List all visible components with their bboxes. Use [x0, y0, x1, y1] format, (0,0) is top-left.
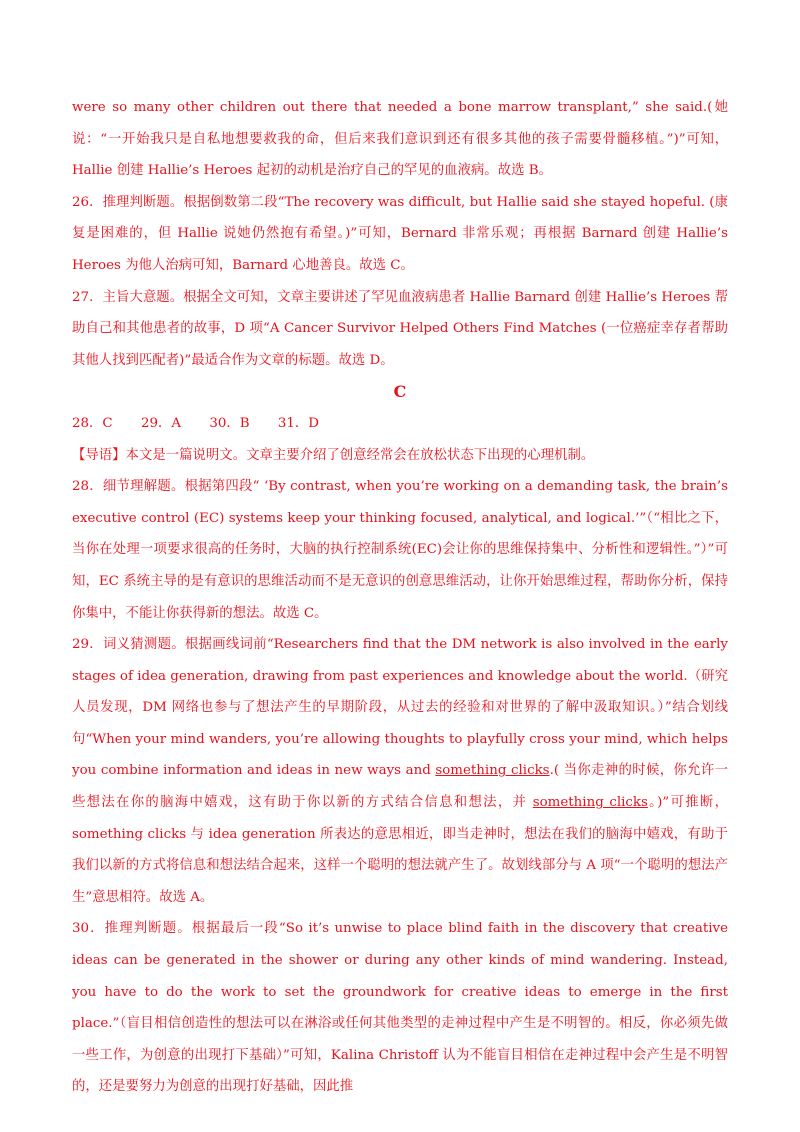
paragraph-q27: 27．主旨大意题。根据全文可知，文章主要讲述了罕见血液病患者 Hallie Barnard 创建 Hallie’s Heroes 帮助自己和其他患者的故事，D 项“A Cancer Survivor Helped Others Find Matches (一位癌症幸存者帮助其他人找到匹配者)”最适合作为文章的标题。故选 D。 — [72, 289, 728, 368]
answer-key — [72, 408, 728, 440]
q29-text-a: 29．词义猜测题。根据画线词前“Researchers find that the DM network is also involved in the early stages of idea generation, drawing from past experiences and knowledge about the world.（研究人员发现，DM 网络也参与了想法产生的早期阶段，从过去的经验和对世界的了解中汲取知识。）”结合划线句“When your mind wanders, you’re allowing thoughts to playfully cross your mind, which helps you combine information and ideas in new ways and — [72, 637, 728, 779]
guide-text: 【导语】本文是一篇说明文。文章主要介绍了创意经常会在放松状态下出现的心理机制。 — [72, 447, 595, 463]
answer-28: 28．C — [72, 415, 113, 431]
answer-31: 31．D — [277, 415, 320, 431]
paragraph-q28: 28．细节理解题。根据第四段“ ‘By contrast, when you’re working on a demanding task, the brain’s executive control (EC) systems keep your thinking focused, analytical, and logical.’”（“相比之下，当你在处理一项要求很高的任务时，大脑的执行控制系统(EC)会让你的思维保持集中、分析性和逻辑性。”）”可知，EC 系统主导的是有意识的思维活动而不是无意识的创意思维活动，让你开始思维过程，帮助你分析，保持你集中，不能让你获得新的想法。故选 C。 — [72, 479, 728, 621]
answer-29: 29．A — [140, 415, 182, 431]
section-heading: C — [393, 382, 407, 402]
q29-text-c: 。)”可推断，something clicks 与 idea generation 所表达的意思相近，即当走神时，想法在我们的脑海中嬉戏，有助于我们以新的方式将信息和想法结合起来，这样一个聪明的想法就产生了。故划线部分与 A 项“一个聪明的想法产生”意思相符。故选 A。 — [72, 795, 728, 905]
underlined-phrase: something clicks — [532, 795, 648, 811]
q29-text-b: .( 当你走神的时候，你允许一些想法在你的脑海中嬉戏，这有助于你以新的方式结合信息和想法，并 — [72, 763, 728, 811]
paragraph-q30: 30．推理判断题。根据最后一段“So it’s unwise to place blind faith in the discovery that creative ideas can be generated in the shower or during any other kinds of mind wandering. Instead, you have to do the work to set the groundwork for creative ideas to emerge in the first place.”（盲目相信创造性的想法可以在淋浴或任何其他类型的走神过程中产生是不明智的。相反，你必须先做一些工作，为创意的出现打下基础）”可知，Kalina Christoff 认为不能盲目相信在走神过程中会产生是不明智的，还是要努力为创意的出现打好基础，因此推 — [72, 921, 728, 1095]
answer-30: 30．B — [209, 415, 250, 431]
paragraph-continuation: were so many other children out there that needed a bone marrow transplant,” she said.(她说：“一开始我只是自私地想要救我的命，但后来我们意识到还有很多其他的孩子需要骨髓移植。”)”可知，Hallie 创建 Hallie’s Heroes 起初的动机是治疗自己的罕见的血液病。故选 B。 — [72, 100, 728, 179]
underlined-phrase: something clicks — [435, 763, 550, 779]
paragraph-q29 — [72, 629, 728, 913]
paragraph-q26: 26．推理判断题。根据倒数第二段“The recovery was difficult, but Hallie said she stayed hopeful. (康复是困难的，但 Hallie 说她仍然抱有希望。)”可知，Bernard 非常乐观；再根据 Barnard 创建 Hallie’s Heroes 为他人治病可知，Barnard 心地善良。故选 C。 — [72, 194, 728, 273]
